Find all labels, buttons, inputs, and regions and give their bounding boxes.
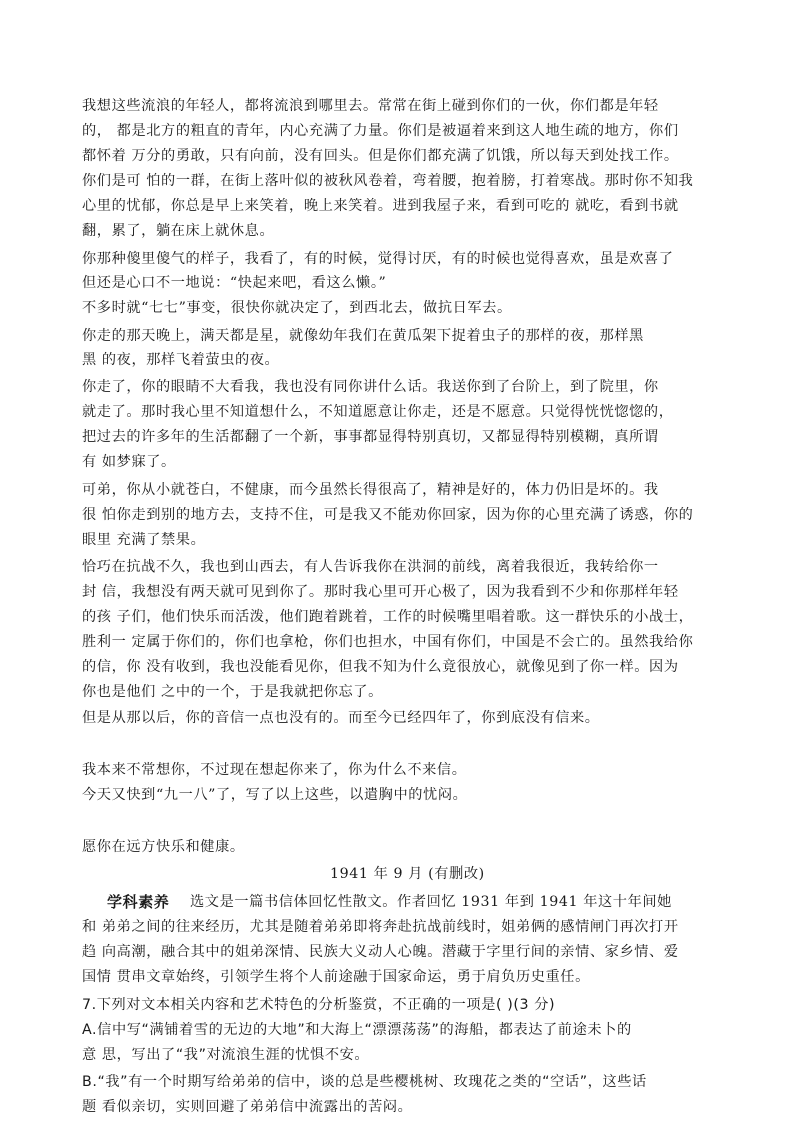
text-line: 封 信，我想没有两天就可见到你了。那时我心里可开心极了，因为我看到不少和你那样年轻 [82, 584, 679, 600]
text-line: 可弟，你从小就苍白，不健康，而今虽然长得很高了，精神是好的，体力仍旧是坏的。我 [82, 482, 659, 498]
text-line: 胜利一 定属于你们的，你们也拿枪，你们也担水，中国有你们，中国是不会亡的。虽然我给你 [82, 634, 694, 650]
text-line: 我想这些流浪的年轻人，都将流浪到哪里去。常常在街上碰到你们的一伙，你们都是年轻 [82, 98, 659, 114]
text-line: 都怀着 万分的勇敢，只有向前，没有回头。但是你们都充满了饥饿，所以每天到处找工作。 [82, 148, 679, 164]
question-stem: 7.下列对文本相关内容和艺术特色的分析鉴赏，不正确的一项是( )(3 分) [82, 997, 556, 1013]
text-line: 很 怕你走到别的地方去，支持不住，可是我又不能劝你回家，因为你的心里充满了诱惑，你的 [82, 507, 694, 523]
option-b: B.“我”有一个时期写给弟弟的信中，谈的总是些樱桃树、玫瑰花之类的“空话”，这些话 [82, 1074, 647, 1090]
text-line: 你走了，你的眼睛不大看我，我也没有同你讲什么话。我送你到了台阶上，到了院里，你 [82, 379, 659, 395]
text-line: 把过去的许多年的生活都翻了一个新，事事都显得特别真切，又都显得特别模糊，真所谓 [82, 429, 659, 445]
date-line: 1941 年 9 月 (有删改) [330, 866, 485, 882]
section-heading: 学科素养 [107, 893, 170, 911]
text-line: 但是从那以后，你的音信一点也没有的。而至今已经四年了，你到底没有信来。 [82, 710, 600, 726]
option-a-cont: 意 思，写出了“我”对流浪生涯的忧惧不安。 [82, 1047, 370, 1063]
text-line: 有 如梦寐了。 [82, 454, 176, 470]
text-line: 心里的忧郁，你总是早上来笑着，晚上来笑着。进到我屋子来，看到可吃的 就吃，看到书就 [82, 198, 679, 214]
text-line: 和 弟弟之间的往来经历，尤其是随着弟弟即将奔赴抗战前线时，姐弟俩的感情闸门再次打开 [82, 919, 679, 935]
text-line: 我本来不常想你，不过现在想起你来了，你为什么不来信。 [82, 762, 467, 778]
text-line: 的孩 子们，他们快乐而活泼，他们跑着跳着，工作的时候嘴里唱着歌。这一群快乐的小战士， [82, 609, 694, 625]
text-line: 愿你在远方快乐和健康。 [82, 839, 245, 855]
text-line: 你走的那天晚上，满天都是星，就像幼年我们在黄瓜架下捉着虫子的那样的夜，那样黑 [82, 328, 644, 344]
text-line: 的信，你 没有收到，我也没能看见你，但我不知为什么竟很放心，就像见到了你一样。因为 [82, 659, 679, 675]
text-line: 翻，累了，躺在床上就休息。 [82, 223, 275, 239]
text-line: 眼里 充满了禁果。 [82, 532, 206, 548]
text-line: 黑 的夜，那样飞着萤虫的夜。 [82, 352, 280, 368]
text-line: 趋 向高潮，融合其中的姐弟深情、民族大义动人心魄。潜藏于字里行间的亲情、家乡情、爱 [82, 944, 679, 960]
text-line: 恰巧在抗战不久，我也到山西去，有人告诉我你在洪洞的前线，离着我很近，我转给你一 [82, 559, 659, 575]
text-line: 今天又快到“九一八”了，写了以上这些，以遣胸中的忧闷。 [82, 787, 468, 803]
text-line: 国情 贯串文章始终，引领学生将个人前途融于国家命运，勇于肩负历史重任。 [82, 969, 590, 985]
option-b-cont: 题 看似亲切，实则回避了弟弟信中流露出的苦闷。 [82, 1099, 413, 1115]
text-line: 你那种傻里傻气的样子，我看了，有的时候，觉得讨厌，有的时候也觉得喜欢，虽是欢喜了 [82, 251, 674, 267]
text-line: 不多时就“七七”事变，很快你就决定了，到西北去，做抗日军去。 [82, 300, 512, 316]
option-a: A.信中写“满铺着雪的无边的大地”和大海上“漂漂荡荡”的海船，都表达了前途未卜的 [82, 1022, 632, 1038]
text-line: 的， 都是北方的粗直的青年，内心充满了力量。你们是被逼着来到这人地生疏的地方，你们 [82, 123, 679, 139]
text-line: 选文是一篇书信体回忆性散文。作者回忆 1931 年到 1941 年这十年间她 [190, 894, 672, 910]
text-line: 你们是可 怕的一群，在街上落叶似的被秋风卷着，弯着腰，抱着膀，打着寒战。那时你不知我 [82, 173, 694, 189]
text-line: 你也是他们 之中的一个，于是我就把你忘了。 [82, 684, 383, 700]
text-line: 但还是心口不一地说：“快起来吧，看这么懒。” [82, 275, 387, 291]
text-line: 就走了。那时我心里不知道想什么，不知道愿意让你走，还是不愿意。只觉得恍恍惚惚的， [82, 404, 674, 420]
